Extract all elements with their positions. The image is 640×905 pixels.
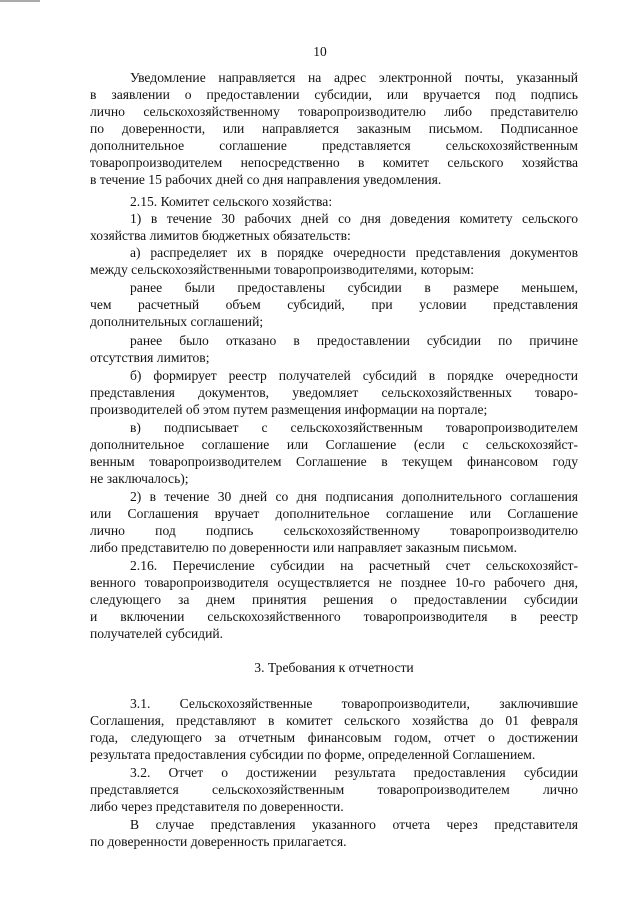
text-line: ранее было отказано в предоставлении субсидии по причине <box>130 333 578 348</box>
text-line: отсутствия лимитов; <box>90 350 210 365</box>
text-line: или Соглашения вручает дополнительное соглашение или Соглашение <box>90 506 578 521</box>
text-line: 3.2. Отчет о достижении результата предоставления субсидии <box>130 765 578 780</box>
text-line: по доверенности, или направляется заказным письмом. Подписанное <box>90 121 578 136</box>
text-line: дополнительное соглашение представляется сельскохозяйственным <box>90 138 578 153</box>
text-line: 2) в течение 30 дней со дня подписания дополнительного соглашения <box>130 489 578 504</box>
text-line: производителей об этом путем размещения информации на портале; <box>90 402 488 417</box>
page-number: 10 <box>313 44 327 59</box>
scan-corner-mark <box>0 0 40 7</box>
text-line: следующего за днем принятия решения о предоставлении субсидии <box>90 592 578 607</box>
text-line: венным товаропроизводителем Соглашение в текущем финансовом году <box>90 454 578 469</box>
text-line: венного товаропроизводителя осуществляется не позднее 10-го рабочего дня, <box>90 575 578 590</box>
text-line: хозяйства лимитов бюджетных обязательств: <box>90 228 351 243</box>
text-line: Уведомление направляется на адрес электронной почты, указанный <box>130 70 578 85</box>
text-line: года, следующего за отчетным финансовым годом, отчет о достижении <box>90 730 578 745</box>
text-line: в заявлении о предоставлении субсидии, или вручается под подпись <box>90 87 578 102</box>
text-line: либо через представителя по доверенности. <box>90 799 344 814</box>
text-line: и включении сельскохозяйственного товаропроизводителя в реестр <box>90 609 578 624</box>
text-line: Соглашения, представляют в комитет сельского хозяйства до 01 февраля <box>90 713 578 728</box>
text-line: лично под подпись сельскохозяйственному товаропроизводителю <box>90 523 578 538</box>
text-line: чем расчетный объем субсидий, при условии представления <box>90 297 578 312</box>
text-line: получателей субсидий. <box>90 626 224 641</box>
text-line: 1) в течение 30 рабочих дней со дня доведения комитету сельского <box>130 211 578 226</box>
text-line: результата предоставления субсидии по форме, определенной Соглашением. <box>90 747 536 762</box>
text-line: представляется сельскохозяйственным товаропроизводителем лично <box>90 782 578 797</box>
text-line: между сельскохозяйственными товаропроизводителями, которым: <box>90 262 474 277</box>
text-line: товаропроизводителем непосредственно в комитет сельского хозяйства <box>90 155 578 170</box>
text-line: по доверенности доверенность прилагается. <box>90 834 347 849</box>
text-line: В случае представления указанного отчета через представителя <box>130 817 578 832</box>
text-line: а) распределяет их в порядке очередности представления документов <box>130 245 578 260</box>
text-line: не заключалось); <box>90 471 189 486</box>
text-line: 3.1. Сельскохозяйственные товаропроизводители, заключившие <box>130 696 578 711</box>
text-line: представления документов, уведомляет сельскохозяйственных товаро- <box>90 385 578 400</box>
text-line: в течение 15 рабочих дней со дня направления уведомления. <box>90 172 442 187</box>
text-line: либо представителю по доверенности или направляет заказным письмом. <box>90 540 518 555</box>
text-line: дополнительное соглашение или Соглашение (если с сельскохозяйст- <box>90 437 578 452</box>
text-line: ранее были предоставлены субсидии в размере меньшем, <box>130 280 578 295</box>
text-line: лично сельскохозяйственному товаропроизводителю либо представителю <box>90 104 578 119</box>
text-line: в) подписывает с сельскохозяйственным товаропроизводителем <box>130 420 578 435</box>
text-line: б) формирует реестр получателей субсидий в порядке очередности <box>130 368 578 383</box>
text-line: 2.16. Перечисление субсидии на расчетный счет сельскохозяйст- <box>130 558 578 573</box>
section-heading: 3. Требования к отчетности <box>254 660 414 675</box>
text-line: 2.15. Комитет сельского хозяйства: <box>130 194 333 209</box>
text-line: дополнительных соглашений; <box>90 314 264 329</box>
